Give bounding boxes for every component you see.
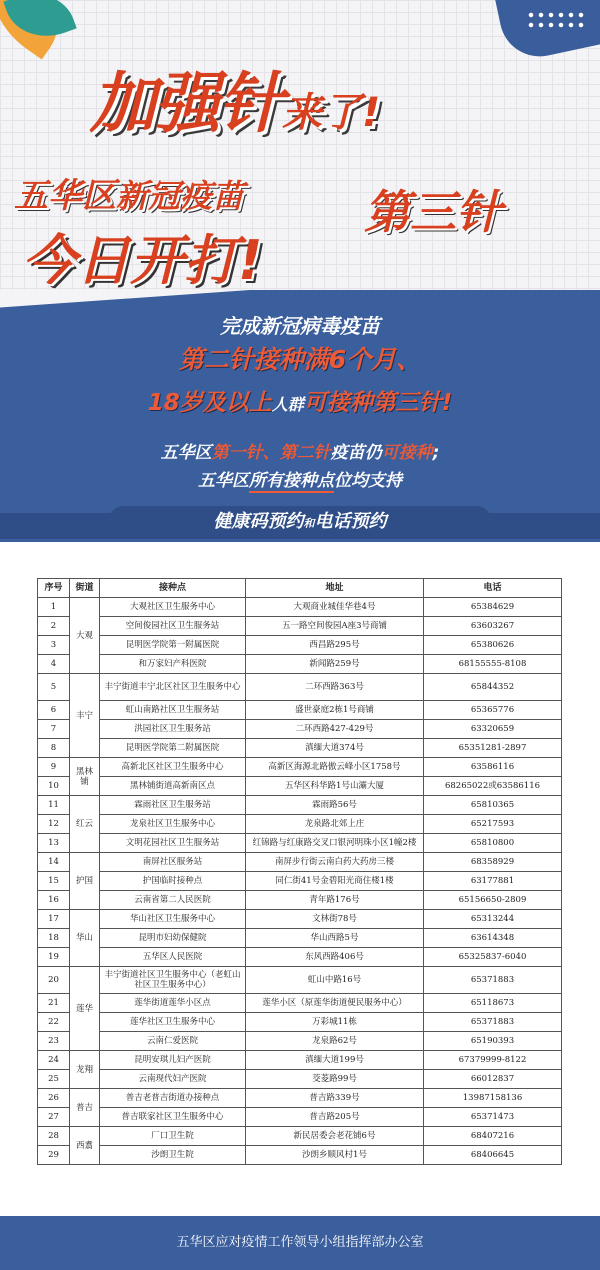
cell-phone: 68406645 (424, 1146, 562, 1165)
table-row (38, 834, 562, 853)
cell-address: 龙泉路北郊上庄 (246, 815, 424, 834)
cell-address: 沙朗乡顺风村1号 (246, 1146, 424, 1165)
table-row (38, 701, 562, 720)
cell-number: 16 (38, 891, 70, 910)
district-name: 五华区 (14, 176, 116, 216)
cell-phone: 65190393 (424, 1032, 562, 1051)
cell-street: 莲华 (70, 967, 100, 1051)
band-line-1: 完成新冠病毒疫苗 (220, 314, 380, 338)
cell-address: 普吉路205号 (246, 1108, 424, 1127)
and-label: 和 (303, 517, 315, 530)
cell-site: 昆明市妇幼保健院 (100, 929, 246, 948)
booking-methods-pill (108, 506, 492, 538)
cell-address: 文林街78号 (246, 910, 424, 929)
cell-street: 黑林铺 (70, 758, 100, 796)
table-row (38, 994, 562, 1013)
cell-address: 五华区科华路1号山灞大厦 (246, 777, 424, 796)
cell-street: 丰宁 (70, 674, 100, 758)
cell-address: 大观商业城佳华巷4号 (246, 598, 424, 617)
cell-address: 万彩城11栋 (246, 1013, 424, 1032)
cell-site: 云南现代妇产医院 (100, 1070, 246, 1089)
third-dose-label: 第三针 (364, 185, 502, 239)
cell-number: 22 (38, 1013, 70, 1032)
cell-phone: 65380626 (424, 636, 562, 655)
table-row (38, 674, 562, 701)
cell-number: 19 (38, 948, 70, 967)
cell-number: 17 (38, 910, 70, 929)
cell-phone: 65371473 (424, 1108, 562, 1127)
table-row (38, 1146, 562, 1165)
cell-site: 护国临时接种点 (100, 872, 246, 891)
cell-number: 26 (38, 1089, 70, 1108)
cell-number: 2 (38, 617, 70, 636)
district-label: 五华区 (198, 471, 249, 491)
semicolon: ; (432, 443, 440, 463)
cell-site: 和万家妇产科医院 (100, 655, 246, 674)
cell-address: 南屏步行街云南白药大药房三楼 (246, 853, 424, 872)
cell-site: 莲华社区卫生服务中心 (100, 1013, 246, 1032)
cell-site: 厂口卫生院 (100, 1127, 246, 1146)
vaccination-sites-table-wrapper (37, 578, 561, 1165)
cell-site: 丰宁街道丰宁北区社区卫生服务中心 (100, 674, 246, 701)
cell-street: 华山 (70, 910, 100, 967)
cell-number: 24 (38, 1051, 70, 1070)
cell-number: 11 (38, 796, 70, 815)
cell-number: 15 (38, 872, 70, 891)
cell-number: 10 (38, 777, 70, 796)
table-row (38, 1089, 562, 1108)
cell-site: 高新北区社区卫生服务中心 (100, 758, 246, 777)
header-phone: 电话 (424, 579, 562, 598)
health-code-booking: 健康码预约 (213, 511, 304, 532)
cell-street: 大观 (70, 598, 100, 674)
cell-phone: 65371883 (424, 967, 562, 994)
table-row (38, 967, 562, 994)
vaccination-sites-table (37, 578, 562, 1165)
table-row (38, 758, 562, 777)
band-diagonal-edge (0, 290, 586, 310)
cell-street: 龙翔 (70, 1051, 100, 1089)
cell-site: 虹山南路社区卫生服务站 (100, 701, 246, 720)
cell-address: 高新区海源北路傲云峰小区1758号 (246, 758, 424, 777)
cell-number: 1 (38, 598, 70, 617)
cell-phone: 68407216 (424, 1127, 562, 1146)
band-line-5 (0, 466, 600, 491)
cell-street: 普吉 (70, 1089, 100, 1127)
cell-address: 盛世豪庭2栋1号商铺 (246, 701, 424, 720)
cell-address: 红锦路与红康路交叉口银河明珠小区1幢2楼 (246, 834, 424, 853)
header-address: 地址 (246, 579, 424, 598)
header-street: 街道 (70, 579, 100, 598)
cell-address: 虹山中路16号 (246, 967, 424, 994)
cell-address: 霖雨路56号 (246, 796, 424, 815)
cell-number: 18 (38, 929, 70, 948)
cell-number: 3 (38, 636, 70, 655)
cell-phone: 63614348 (424, 929, 562, 948)
table-row (38, 796, 562, 815)
table-row (38, 853, 562, 872)
cell-site: 文明花园社区卫生服务站 (100, 834, 246, 853)
cell-site: 洪园社区卫生服务站 (100, 720, 246, 739)
table-row (38, 739, 562, 758)
cell-number: 12 (38, 815, 70, 834)
cell-phone: 68358929 (424, 853, 562, 872)
cell-address: 茭菱路99号 (246, 1070, 424, 1089)
footer (0, 1216, 600, 1270)
cell-phone: 68265022或63586116 (424, 777, 562, 796)
cell-number: 13 (38, 834, 70, 853)
cell-phone: 65371883 (424, 1013, 562, 1032)
table-row (38, 1070, 562, 1089)
age-requirement: 18岁及以上 (147, 390, 272, 416)
table-header-row (38, 579, 562, 598)
cell-address: 滇缅大道374号 (246, 739, 424, 758)
cell-site: 普吉老普吉街道办接种点 (100, 1089, 246, 1108)
cell-number: 5 (38, 674, 70, 701)
still-label: 疫苗仍 (330, 443, 382, 463)
cell-phone: 65217593 (424, 815, 562, 834)
band-line-2: 第二针接种满6个月、 (178, 345, 422, 374)
table-row (38, 948, 562, 967)
table-row (38, 815, 562, 834)
header-number: 序号 (38, 579, 70, 598)
cell-site: 昆明安琪儿妇产医院 (100, 1051, 246, 1070)
band-line-3 (0, 384, 600, 417)
cell-site: 昆明医学院第一附属医院 (100, 636, 246, 655)
info-band (0, 290, 600, 542)
cell-address: 莲华小区（原莲华街道便民服务中心） (246, 994, 424, 1013)
district-label: 五华区 (160, 443, 212, 463)
cell-phone: 65351281-2897 (424, 739, 562, 758)
dots-decoration-icon (526, 10, 586, 30)
cell-phone: 63320659 (424, 720, 562, 739)
phone-booking: 电话预约 (314, 511, 387, 532)
cell-number: 23 (38, 1032, 70, 1051)
cell-number: 29 (38, 1146, 70, 1165)
cell-site: 南屏社区服务站 (100, 853, 246, 872)
cell-phone: 68155555-8108 (424, 655, 562, 674)
cell-phone: 65325837-6040 (424, 948, 562, 967)
cell-address: 普吉路339号 (246, 1089, 424, 1108)
cell-address: 五一路空间俊园A座3号商铺 (246, 617, 424, 636)
cell-number: 8 (38, 739, 70, 758)
table-row (38, 636, 562, 655)
header-site: 接种点 (100, 579, 246, 598)
cell-phone: 63603267 (424, 617, 562, 636)
hero-banner (0, 0, 600, 290)
cell-number: 20 (38, 967, 70, 994)
cell-number: 6 (38, 701, 70, 720)
cell-site: 空间俊园社区卫生服务站 (100, 617, 246, 636)
table-row (38, 617, 562, 636)
cell-site: 龙泉社区卫生服务中心 (100, 815, 246, 834)
cell-phone: 65156650-2809 (424, 891, 562, 910)
dose-label: 第一针、第二针 (211, 443, 331, 463)
population-label: 人群 (271, 395, 304, 414)
cell-address: 二环西路363号 (246, 674, 424, 701)
eligible-third-dose: 可接种第三针! (303, 390, 453, 416)
cell-address: 西昌路295号 (246, 636, 424, 655)
table-row (38, 910, 562, 929)
cell-number: 4 (38, 655, 70, 674)
cell-address: 滇缅大道199号 (246, 1051, 424, 1070)
vaccine-label: 新冠疫苗 (116, 177, 245, 215)
cell-address: 龙泉路62号 (246, 1032, 424, 1051)
cell-site: 昆明医学院第二附属医院 (100, 739, 246, 758)
cell-site: 沙朗卫生院 (100, 1146, 246, 1165)
cell-address: 东风西路406号 (246, 948, 424, 967)
cell-street: 西翥 (70, 1127, 100, 1165)
cell-site: 五华区人民医院 (100, 948, 246, 967)
cell-number: 25 (38, 1070, 70, 1089)
cell-number: 7 (38, 720, 70, 739)
table-row (38, 1013, 562, 1032)
start-today-text: 今日开打! (22, 229, 263, 290)
cell-phone: 67379999-8122 (424, 1051, 562, 1070)
table-row (38, 929, 562, 948)
cell-number: 9 (38, 758, 70, 777)
headline (90, 50, 530, 140)
cell-phone: 65810800 (424, 834, 562, 853)
cell-address: 二环西路427-429号 (246, 720, 424, 739)
table-row (38, 1127, 562, 1146)
table-row (38, 598, 562, 617)
cell-site: 霖雨社区卫生服务站 (100, 796, 246, 815)
table-row (38, 872, 562, 891)
cell-street: 护国 (70, 853, 100, 910)
table-row (38, 891, 562, 910)
cell-phone: 65810365 (424, 796, 562, 815)
cell-site: 云南省第二人民医院 (100, 891, 246, 910)
all-sites-label: 所有接种点 (249, 471, 334, 491)
cell-site: 丰宁街道社区卫生服务中心（老虹山社区卫生服务中心） (100, 967, 246, 994)
table-row (38, 777, 562, 796)
cell-address: 青年路176号 (246, 891, 424, 910)
cell-site: 大观社区卫生服务中心 (100, 598, 246, 617)
cell-address: 新民居委会老花铺6号 (246, 1127, 424, 1146)
table-row (38, 1032, 562, 1051)
cell-phone: 63177881 (424, 872, 562, 891)
table-row (38, 1051, 562, 1070)
cell-phone: 65384629 (424, 598, 562, 617)
cell-number: 28 (38, 1127, 70, 1146)
cell-address: 同仁街41号金碧阳光商住楼1楼 (246, 872, 424, 891)
available-label: 可接种 (381, 443, 433, 463)
cell-number: 27 (38, 1108, 70, 1127)
footer-office-name: 五华区应对疫情工作领导小组指挥部办公室 (176, 1235, 424, 1250)
table-row (38, 1108, 562, 1127)
cell-phone: 63586116 (424, 758, 562, 777)
cell-phone: 65313244 (424, 910, 562, 929)
cell-phone: 65365776 (424, 701, 562, 720)
cell-site: 云南仁爱医院 (100, 1032, 246, 1051)
cell-phone: 65118673 (424, 994, 562, 1013)
support-label: 位均支持 (334, 471, 402, 491)
cell-number: 21 (38, 994, 70, 1013)
headline-main: 加强针 (90, 65, 282, 142)
subheadline (14, 168, 502, 239)
cell-phone: 65844352 (424, 674, 562, 701)
table-row (38, 655, 562, 674)
cell-street: 红云 (70, 796, 100, 853)
headline-tail: 来了! (282, 90, 381, 136)
cell-address: 新闻路259号 (246, 655, 424, 674)
cell-site: 黑林铺街道高新南区点 (100, 777, 246, 796)
band-line-4 (0, 438, 600, 463)
cell-site: 华山社区卫生服务中心 (100, 910, 246, 929)
table-row (38, 720, 562, 739)
cell-number: 14 (38, 853, 70, 872)
cell-site: 普吉联家社区卫生服务中心 (100, 1108, 246, 1127)
cell-address: 华山西路5号 (246, 929, 424, 948)
cell-phone: 13987158136 (424, 1089, 562, 1108)
table-body (38, 598, 562, 1165)
cell-site: 莲华街道莲华小区点 (100, 994, 246, 1013)
cell-phone: 66012837 (424, 1070, 562, 1089)
